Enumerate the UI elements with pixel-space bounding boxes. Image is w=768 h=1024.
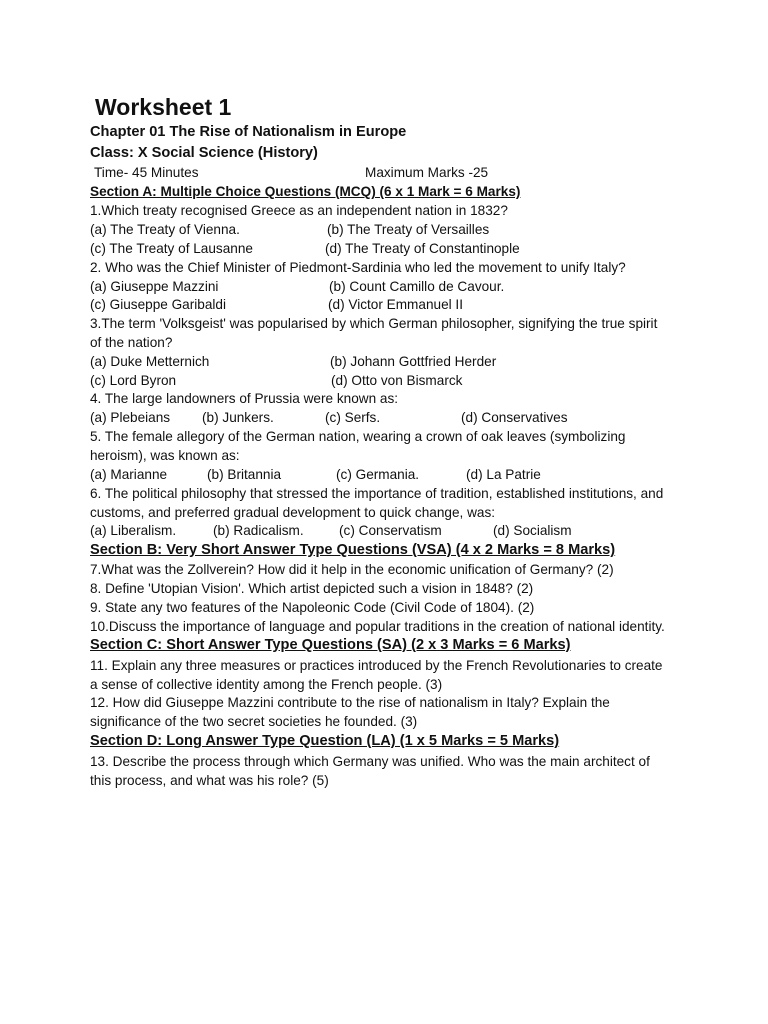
question-1: 1.Which treaty recognised Greece as an independent nation in 1832?	[90, 203, 508, 218]
question-13-line-2: this process, and what was his role? (5)	[90, 773, 329, 788]
question-12-line-2: significance of the two secret societies he founded. (3)	[90, 714, 418, 729]
q3-option-c: (c) Lord Byron	[90, 373, 177, 388]
question-12-line-1: 12. How did Giuseppe Mazzini contribute to the rise of nationalism in Italy? Explain the	[90, 695, 610, 710]
question-3-line-2: of the nation?	[90, 335, 173, 350]
q5-option-d: (d) La Patrie	[466, 467, 541, 482]
q4-option-d: (d) Conservatives	[461, 410, 568, 425]
question-5-line-1: 5. The female allegory of the German nation, wearing a crown of oak leaves (symbolizing	[90, 429, 626, 444]
max-marks-label: Maximum Marks -25	[365, 165, 489, 180]
q4-option-b: (b) Junkers.	[202, 410, 274, 425]
question-2: 2. Who was the Chief Minister of Piedmont-Sardinia who led the movement to unify Italy?	[90, 260, 626, 275]
q1-option-b: (b) The Treaty of Versailles	[327, 222, 490, 237]
q3-option-b: (b) Johann Gottfried Herder	[330, 354, 497, 369]
q6-option-c: (c) Conservatism	[339, 523, 442, 538]
section-d-heading: Section D: Long Answer Type Question (LA) (1 x 5 Marks = 5 Marks)	[90, 733, 560, 749]
q5-option-b: (b) Britannia	[207, 467, 282, 482]
q1-option-c: (c) The Treaty of Lausanne	[90, 241, 253, 256]
question-6-line-2: customs, and preferred gradual development to quick change, was:	[90, 505, 496, 520]
q6-option-a: (a) Liberalism.	[90, 523, 177, 538]
question-13-line-1: 13. Describe the process through which Germany was unified. Who was the main architect of	[90, 754, 650, 769]
q5-option-c: (c) Germania.	[336, 467, 420, 482]
q2-option-b: (b) Count Camillo de Cavour.	[329, 279, 505, 294]
question-5-line-2: heroism), was known as:	[90, 448, 240, 463]
q3-option-a: (a) Duke Metternich	[90, 354, 210, 369]
q4-option-c: (c) Serfs.	[325, 410, 381, 425]
page-title: Worksheet 1	[95, 94, 232, 120]
question-9: 9. State any two features of the Napoleonic Code (Civil Code of 1804). (2)	[90, 600, 535, 615]
question-10: 10.Discuss the importance of language and popular traditions in the creation of national identity.	[90, 619, 665, 634]
question-8: 8. Define 'Utopian Vision'. Which artist depicted such a vision in 1848? (2)	[90, 581, 534, 596]
question-11-line-2: a sense of collective identity among the French people. (3)	[90, 677, 443, 692]
question-4: 4. The large landowners of Prussia were known as:	[90, 391, 399, 406]
section-b-heading: Section B: Very Short Answer Type Questions (VSA) (4 x 2 Marks = 8 Marks)	[90, 542, 616, 558]
q2-option-d: (d) Victor Emmanuel II	[328, 297, 463, 312]
question-3-line-1: 3.The term 'Volksgeist' was popularised by which German philosopher, signifying the true spirit	[90, 316, 658, 331]
q2-option-c: (c) Giuseppe Garibaldi	[90, 297, 226, 312]
q2-option-a: (a) Giuseppe Mazzini	[90, 279, 219, 294]
question-7: 7.What was the Zollverein? How did it help in the economic unification of Germany? (2)	[90, 562, 614, 577]
q1-option-d: (d) The Treaty of Constantinople	[325, 241, 520, 256]
q5-option-a: (a) Marianne	[90, 467, 168, 482]
question-11-line-1: 11. Explain any three measures or practices introduced by the French Revolutionaries to create	[90, 658, 663, 673]
q6-option-d: (d) Socialism	[493, 523, 572, 538]
q1-option-a: (a) The Treaty of Vienna.	[90, 222, 240, 237]
chapter-heading: Chapter 01 The Rise of Nationalism in Europe	[90, 124, 407, 140]
section-a-heading: Section A: Multiple Choice Questions (MCQ) (6 x 1 Mark = 6 Marks)	[90, 184, 521, 199]
question-6-line-1: 6. The political philosophy that stressed the importance of tradition, established institutions, and	[90, 486, 664, 501]
section-c-heading: Section C: Short Answer Type Questions (SA) (2 x 3 Marks = 6 Marks)	[90, 637, 571, 653]
q3-option-d: (d) Otto von Bismarck	[331, 373, 463, 388]
class-heading: Class: X Social Science (History)	[90, 145, 318, 161]
q4-option-a: (a) Plebeians	[90, 410, 171, 425]
q6-option-b: (b) Radicalism.	[213, 523, 304, 538]
time-label: Time- 45 Minutes	[94, 165, 199, 180]
